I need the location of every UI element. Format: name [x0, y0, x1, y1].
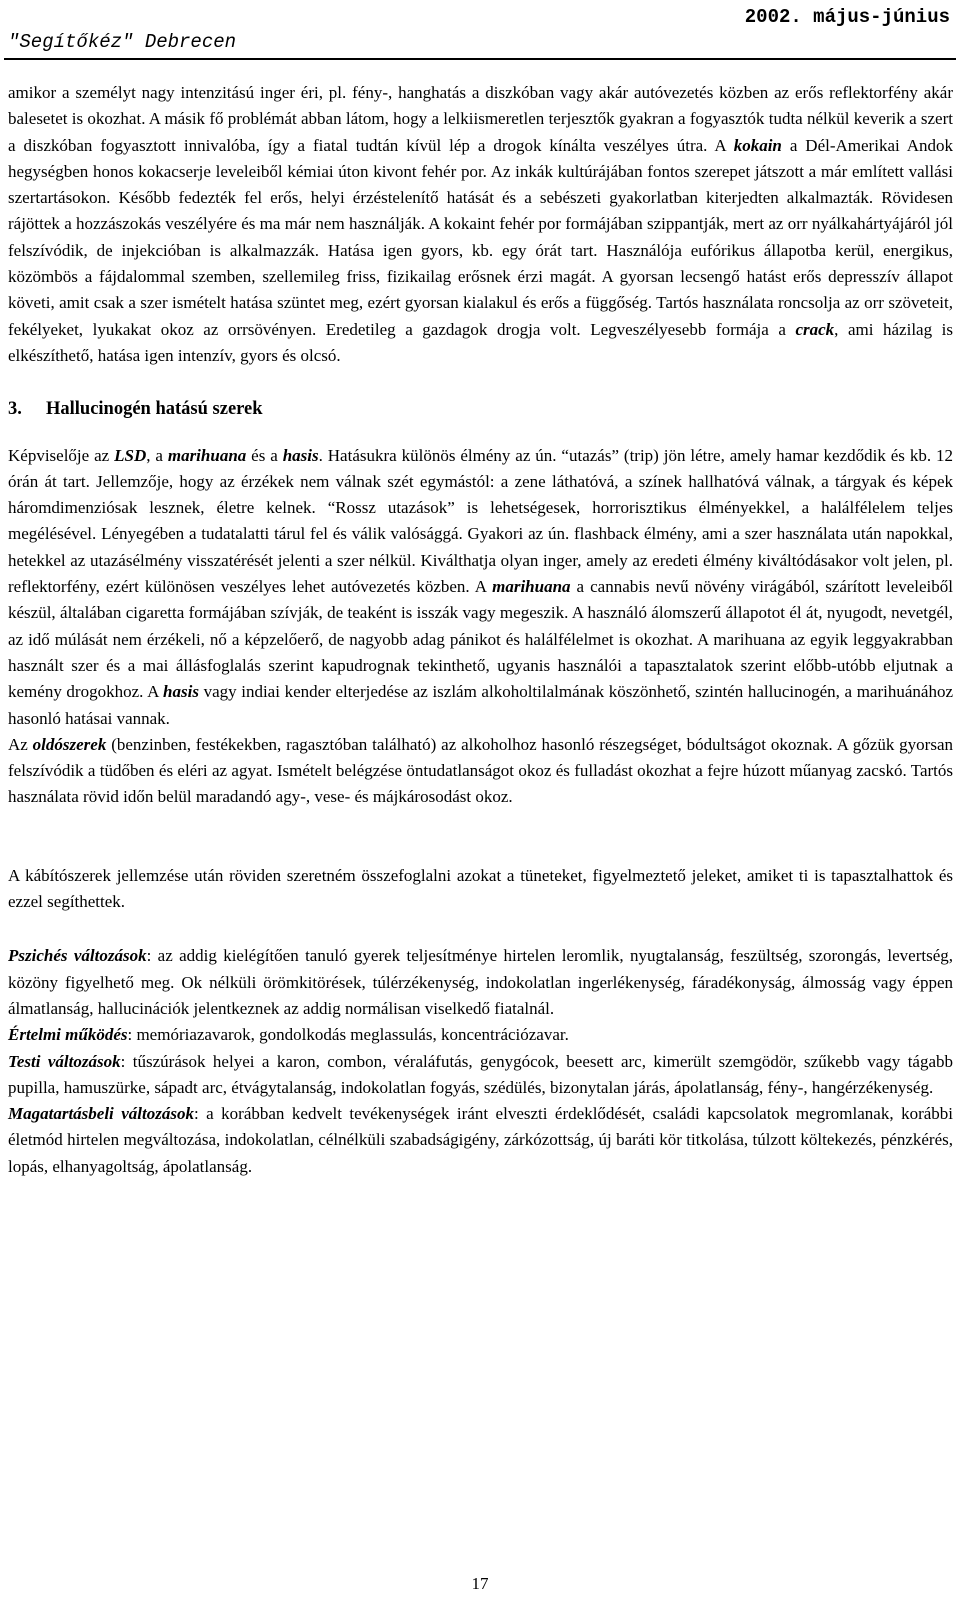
symptom-mental: Értelmi működés: memóriazavarok, gondolkodás meglassulás, koncentrációzavar.	[8, 1025, 569, 1045]
symptom-physical: Testi változások: tűszúrások helyei a karon, combon, véraláfutás, genygócok, beesett arc, kimerült szemgödör, szűkebb vagy tágabb pupilla, hamuszürke, sápadt arc, étvágytalanság, indokolatlan fogyás, szédülés, bizonytalan járás, ápolatlanság, fény-, hangérzékenység.	[8, 1051, 954, 1097]
term-kokain: kokain	[733, 135, 782, 155]
header-organization: "Segítőkéz" Debrecen	[8, 31, 237, 53]
term-hasis-2: hasis	[163, 682, 199, 702]
term-oldoszerek: oldószerek	[32, 734, 107, 754]
paragraph-hallucinogens: Képviselője az LSD, a marihuana és a hasis. Hatásukra különös élmény az ún. “utazás” (trip) jön létre, amely hamar kezdődik és kb. 12 órán át tart. Jellemzője, hogy az érzékek nem válnak szét egymástól: a zene láthatóvá, a színek hallhatóvá válnak, a tárgyak és képek háromdimenziósak lesznek, életre kelnek. “Rossz utazások” is lehetségesek, horrorisztikus élményekkel, a halálfélelem teljes megélésével. Lényegében a tudatalatti tárul fel és válik valósággá. Gyakori az ún. flashback élmény, ami a szer használata után napokkal, hetekkel az utazásélmény visszatérését jelenti a szer nélkül. Kiválthatja olyan inger, amely az eredeti élmény kiváltódásakor volt jelen, pl. reflektorfény, ezért különösen veszélyes lehet autóvezetés közben. A marihuana a cannabis nevű növény virágából, szárított leveleiből készül, általában cigaretta formájában szívják, de teaként is isszák vagy megeszik. A használó álomszerű állapotot él át, nyugodt, nevetgél, az idő múlását nem érzékeli, nő a képzelőerő, de nagyobb adag pánikot és halálfélelmet is okozhat. A marihuana az egyik leggyakrabban használt szer és a mai állásfoglalás szerint kapudrognak tekinthető, ugyanis használói a tapasztalatok szerint előbb-utóbb eljutnak a kemény drogokhoz. A hasis vagy indiai kender elterjedése az iszlám alkoholtilalmának köszönhető, szintén hallucinogén, a marihuánához hasonló hatásai vannak.	[8, 445, 953, 728]
term-marihuana: marihuana	[167, 445, 247, 465]
label-physical: Testi változások	[8, 1051, 121, 1071]
page-header	[0, 0, 960, 62]
label-behavioral: Magatartásbeli változások	[8, 1104, 194, 1124]
term-hasis: hasis	[282, 445, 319, 465]
paragraph-solvents: Az oldószerek (benzinben, festékekben, ragasztóban található) az alkoholhoz hasonló részegséget, bódultságot okoznak. A gőzük gyorsan felszívódik a tüdőben és eléri az agyat. Ismételt belégzése öntudatlanságot okoz és fulladást okozhat a fejre húzott műanyag zacskó. Tartós használata rövid időn belül maradandó agy-, vese- és májkárosodást okoz.	[8, 734, 953, 807]
article-body	[8, 80, 953, 1180]
term-crack: crack	[795, 319, 835, 339]
term-lsd: LSD	[114, 445, 147, 465]
paragraph-cocaine: amikor a személyt nagy intenzitású inger éri, pl. fény-, hanghatás a diszkóban vagy akár autóvezetés közben az erős reflektorfény akár balesetet is okozhat. A másik fő problémát abban látom, hogy a lelkiismeretlen terjesztők gyakran a fogyasztók tudta nélkül keverik a szert a diszkóban fogyasztott innivalóba, így a fiatal tudtán kívül lép a drogok kínálta veszélyes útra. A kokain a Dél-Amerikai Andok hegységben honos kokacserje leveleiből kémiai úton kivont fehér por. Az inkák kultúrájában fontos szerepet játszott a már említett vallási szertartásokon. Később fedezték fel erős, helyi érzéstelenítő hatását és a sebészeti gyakorlatban kiterjedten alkalmazták. Rövidesen rájöttek a hozzászokás veszélyére és ma már nem használják. A kokaint fehér por formájában szippantják, mert az orr nyálkahártyájáról jól felszívódik, de injekcióban is alkalmazzák. Hatása igen gyors, kb. egy órát tart. Használója eufórikus állapotba kerül, energikus, közömbös a fájdalommal szemben, szellemileg friss, fizikailag erősnek érzi magát. A gyorsan lecsengő hatást erős depresszív állapot követi, amit csak a szer ismételt hatása szüntet meg, ezért gyorsan kialakul és erős a függőség. Tartós használata roncsolja az orr szöveteit, fekélyeket, lyukakat okoz az orrsövényen. Eredetileg a gazdagok drogja volt. Legveszélyesebb formája a crack, ami házilag is elkészíthető, hatása igen intenzív, gyors és olcsó.	[8, 83, 953, 365]
symptom-behavioral: Magatartásbeli változások: a korábban kedvelt tevékenységek iránt elveszti érdeklődését, családi kapcsolatok megromlanak, korábbi életmód hirtelen megváltozása, indokolatlan, célnélküli szabadságigény, zárkózottság, új baráti kör titkolása, túlzott költekezés, pénzkérés, lopás, elhanyagoltság, ápolatlanság.	[8, 1104, 953, 1176]
section-title: Hallucinogén hatású szerek	[46, 399, 263, 420]
section-heading	[8, 396, 953, 422]
symptom-psychological: Pszichés változások: az addig kielégítően tanuló gyerek teljesítménye hirtelen leromlik, nyugtalanság, feszültség, szorongás, levertség, közöny figyelhető meg. Ok nélküli örömkitörések, túlérzékenység, indokolatlan ingerlékenység, fáradékonyság, álmosság vagy éppen álmatlanság, hallucinációk jelentkeznek az addig normálisan viselkedő fiatalnál.	[8, 946, 953, 1018]
term-marihuana-2: marihuana	[492, 577, 571, 597]
label-mental: Értelmi működés	[8, 1025, 128, 1045]
page-number: 17	[471, 1574, 489, 1593]
header-date: 2002. május-június	[744, 6, 950, 28]
section-number: 3.	[8, 399, 22, 420]
label-psychological: Pszichés változások	[8, 946, 147, 966]
header-divider	[4, 58, 956, 60]
paragraph-summary-intro: A kábítószerek jellemzése után röviden szeretném összefoglalni azokat a tüneteket, figyelmeztető jeleket, amiket ti is tapasztalhattok és ezzel segíthettek.	[8, 865, 953, 912]
